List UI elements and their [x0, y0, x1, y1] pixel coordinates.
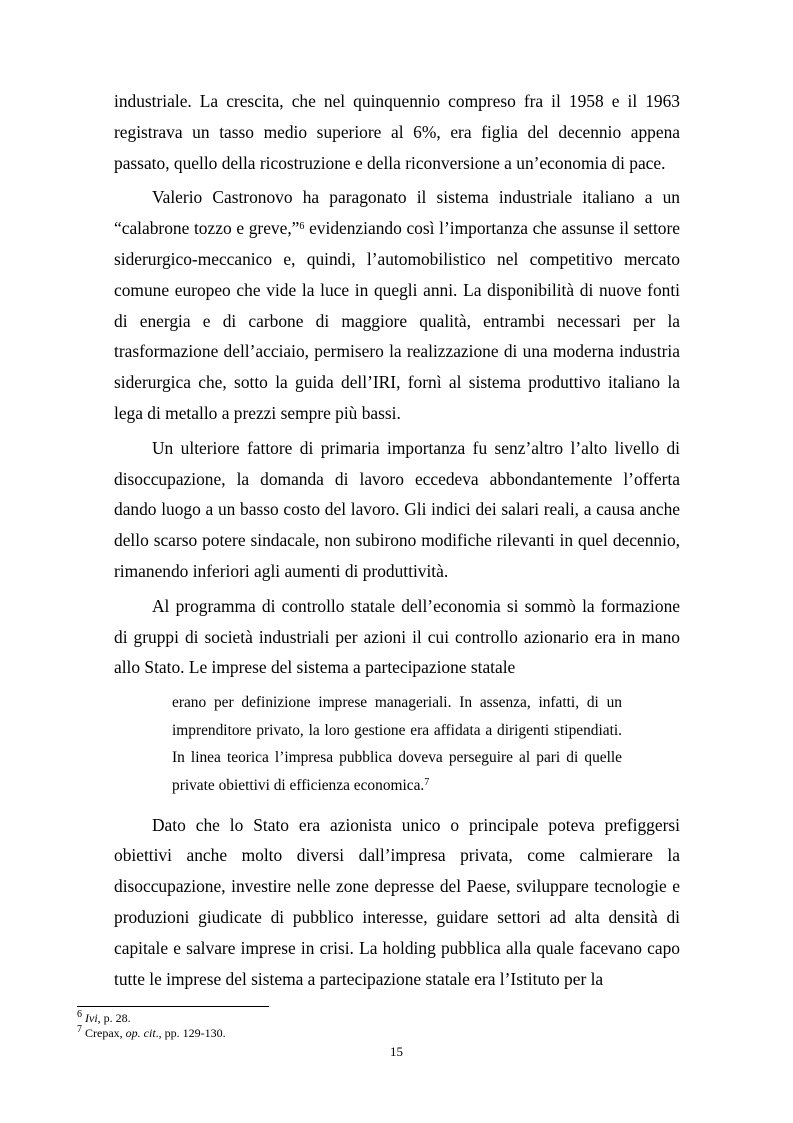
footnote-ref-7: 7: [424, 776, 430, 788]
body-text: [114, 86, 680, 994]
footnote-6-page: , p. 28.: [97, 1011, 131, 1025]
footnote-6: [77, 1011, 226, 1026]
paragraph-2: [114, 182, 680, 428]
footnote-7-pages: ., pp. 129-130.: [155, 1026, 226, 1040]
footnote-separator: [77, 1006, 269, 1007]
footnote-7: [77, 1026, 226, 1041]
paragraph-4: Al programma di controllo statale dell’economia si sommò la formazione di gruppi di società industriali per azioni il cui controllo azionario era in mano allo Stato. Le imprese del sistema a partecipazione statale: [114, 595, 680, 678]
paragraph-5: Dato che lo Stato era azionista unico o principale poteva prefiggersi obiettivi anche molto diversi dall’impresa privata, come calmierare la disoccupazione, investire nelle zone depresse del Paese, sviluppare tecnologie e produzioni giudicate di pubblico interesse, guidare settori ad alta densità di capitale e salvare imprese in crisi. La holding pubblica alla quale facevano capo tutte le imprese del sistema a partecipazione statale era l’Istituto per la: [114, 814, 680, 989]
paragraph-3: Un ulteriore fattore di primaria importanza fu senz’altro l’alto livello di disoccupazione, la domanda di lavoro eccedeva abbondantemente l’offerta dando luogo a un basso costo del lavoro. Gli indici dei salari reali, a causa anche dello scarso potere sindacale, non subirono modifiche rilevanti in quel decennio, rimanendo inferiori agli aumenti di produttività.: [114, 437, 680, 581]
paragraph-2-part-a: Valerio Castronovo ha paragonato il sistema industriale italiano a un “calabrone tozzo e greve,”: [114, 187, 680, 239]
footnote-7-number: 7: [77, 1024, 82, 1035]
block-quote: [172, 689, 622, 799]
footnotes: [77, 1011, 226, 1041]
footnote-6-source: Ivi: [85, 1011, 98, 1025]
footnote-7-author: Crepax,: [85, 1026, 126, 1040]
page-number: 15: [390, 1044, 403, 1059]
block-quote-text: erano per definizione imprese manageriali. In assenza, infatti, di un imprenditore privato, la loro gestione era affidata a dirigenti stipendiati. In linea teorica l’impresa pubblica doveva perseguire al pari di quelle private obiettivi di efficienza economica.: [172, 694, 622, 794]
footnote-7-source: op. cit: [125, 1026, 156, 1040]
footnote-6-number: 6: [77, 1009, 82, 1020]
footnote-ref-6: 6: [299, 221, 305, 233]
paragraph-1: industriale. La crescita, che nel quinquennio compreso fra il 1958 e il 1963 registrava un tasso medio superiore al 6%, era figlia del decennio appena passato, quello della ricostruzione e della riconversione a un’economia di pace.: [114, 91, 680, 173]
paragraph-2-part-b: evidenziando così l’importanza che assunse il settore siderurgico-meccanico e, quindi, l’automobilistico nel competitivo mercato comune europeo che vide la luce in quegli anni. La disponibilità di nuove fonti di energia e di carbone di maggiore qualità, entrambi necessari per la trasformazione dell’acciaio, permisero la realizzazione di una moderna industria siderurgica che, sotto la guida dell’IRI, fornì al sistema produttivo italiano la lega di metallo a prezzi sempre più bassi.: [114, 218, 680, 423]
